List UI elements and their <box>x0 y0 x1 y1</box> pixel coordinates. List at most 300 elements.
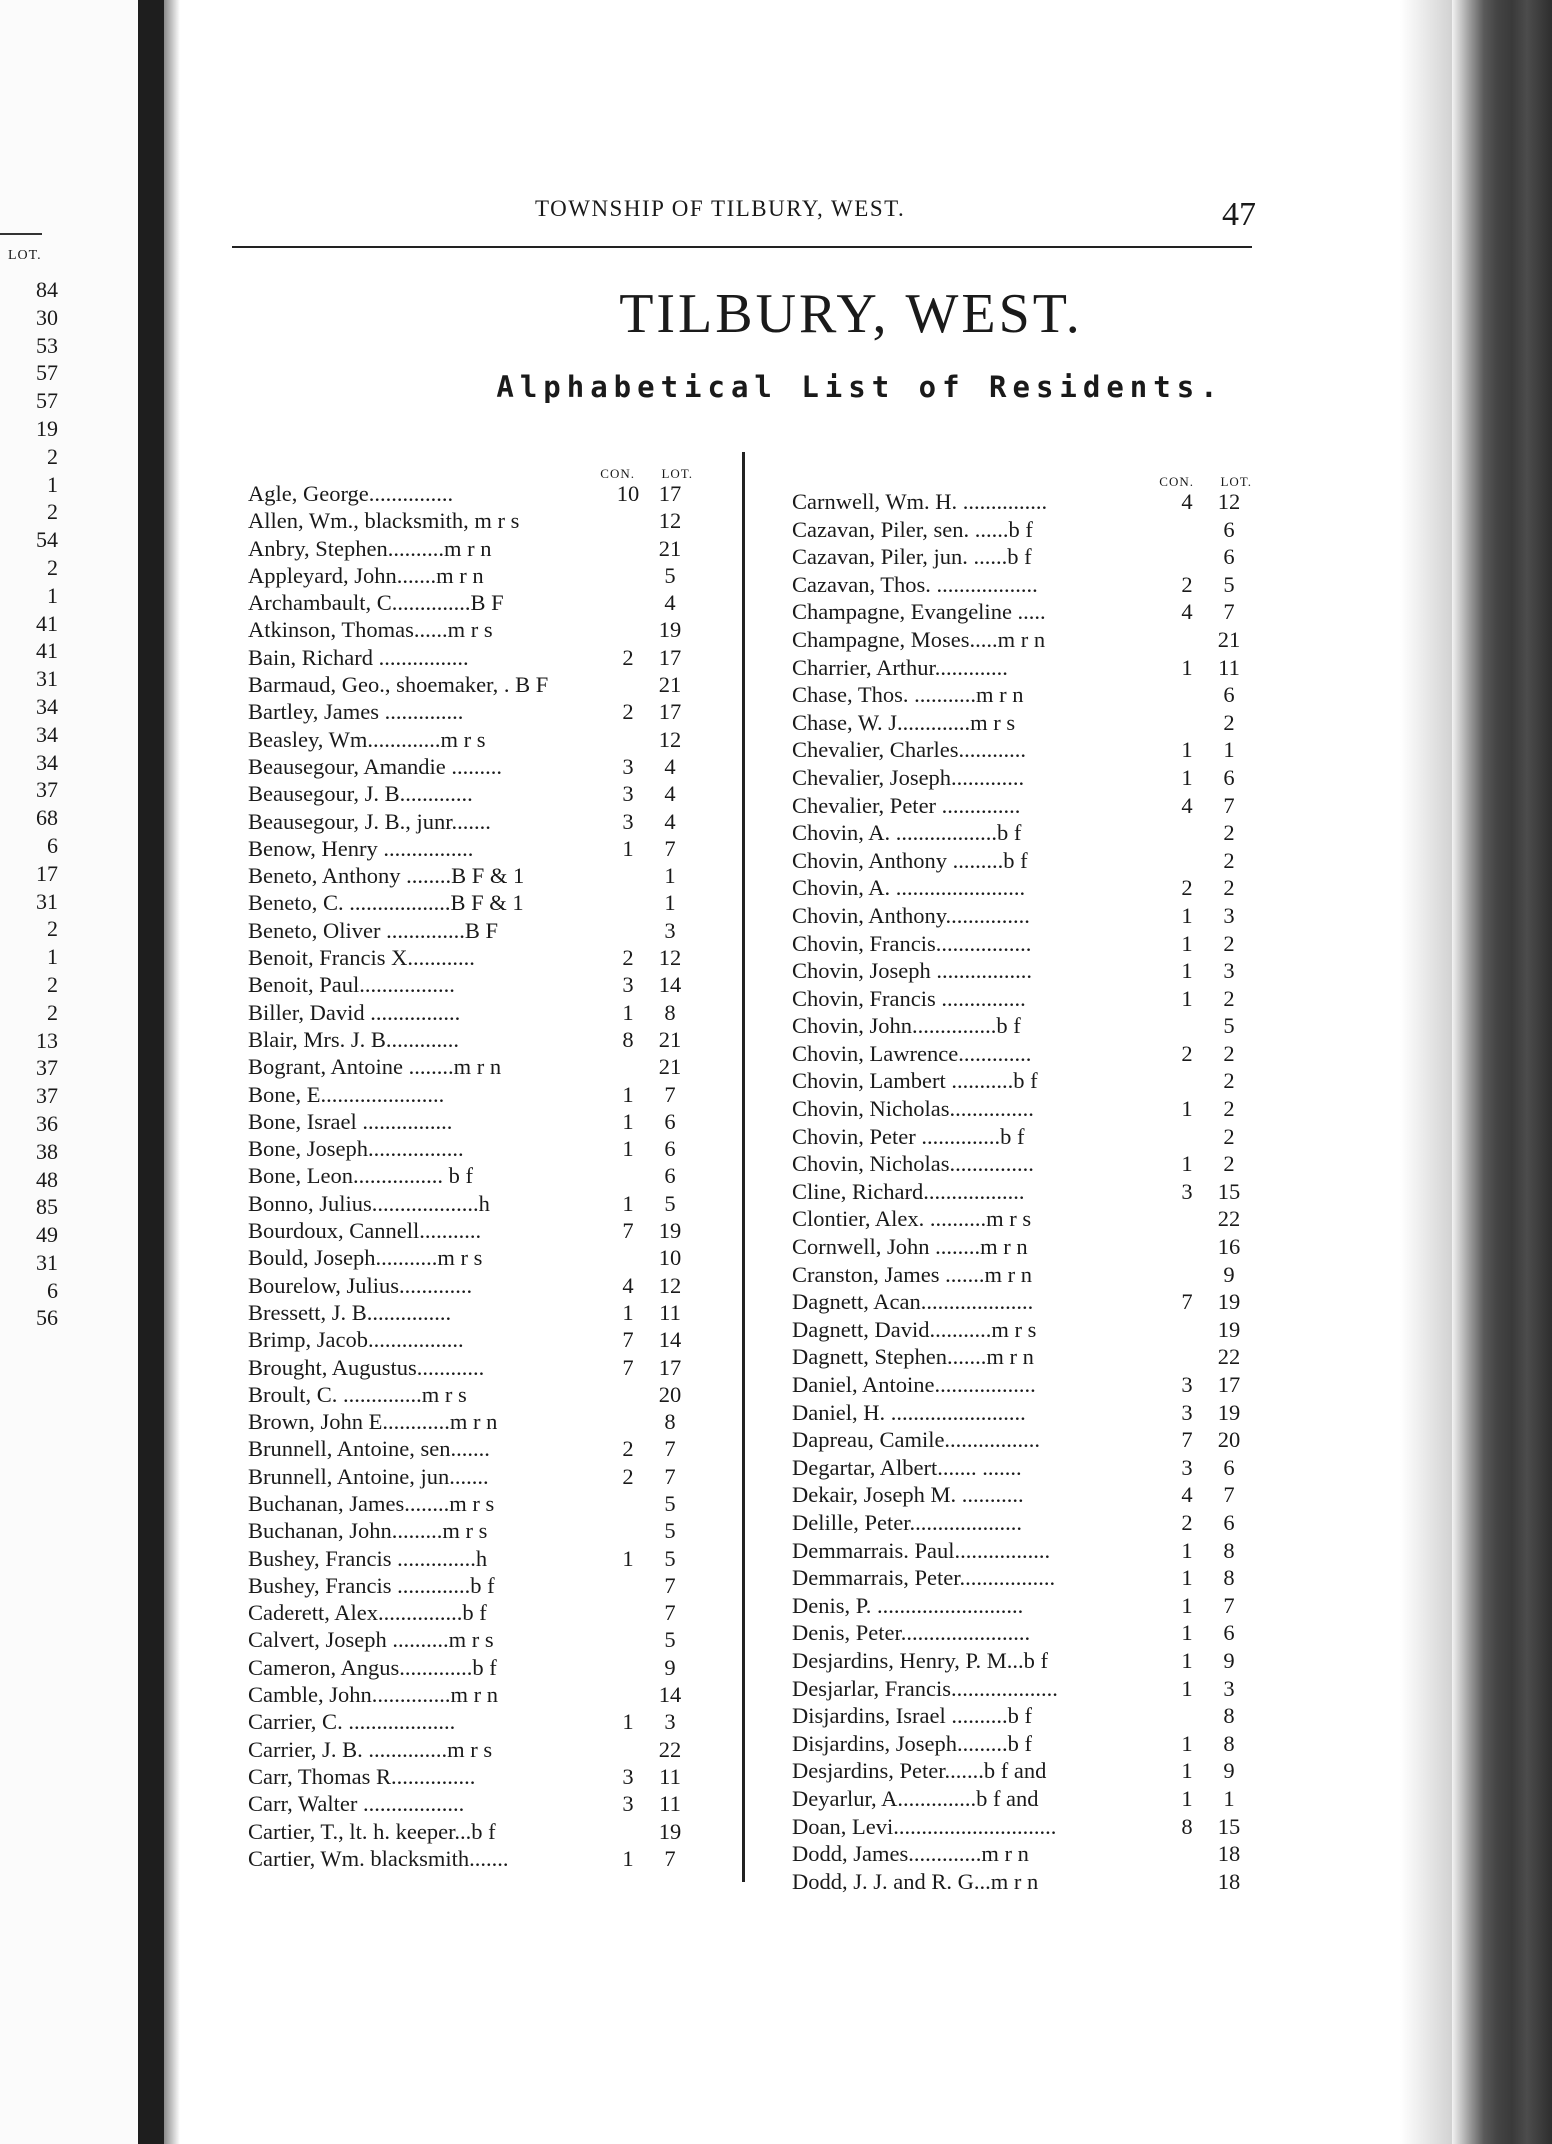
lot-number: 12 <box>658 945 682 971</box>
resident-entry <box>792 1399 1252 1427</box>
resident-entry <box>792 1509 1252 1537</box>
lot-number: 5 <box>664 562 676 588</box>
lot-number: 5 <box>1223 1013 1235 1039</box>
resident-entry <box>792 1205 1252 1233</box>
resident-name: Appleyard, John.......m r n <box>248 562 484 588</box>
resident-entry <box>792 1702 1252 1730</box>
resident-name: Cornwell, John ........m r n <box>792 1234 1028 1260</box>
resident-entry <box>248 1190 693 1217</box>
lot-number: 7 <box>664 835 676 861</box>
resident-entry <box>248 1626 693 1653</box>
concession-number: 2 <box>1181 571 1193 597</box>
lot-number: 4 <box>664 753 676 779</box>
resident-entry <box>792 598 1252 626</box>
concession-number: 2 <box>1181 1040 1193 1066</box>
previous-page-lot: 41 <box>36 610 58 636</box>
column-header <box>248 466 693 480</box>
lot-number: 3 <box>664 1709 676 1735</box>
lot-number: 22 <box>1217 1206 1241 1232</box>
previous-page-lot: 19 <box>36 415 58 441</box>
lot-number: 7 <box>664 1600 676 1626</box>
lot-number: 8 <box>1223 1565 1235 1591</box>
con-header: CON. <box>600 466 635 481</box>
concession-number: 7 <box>1181 1427 1193 1453</box>
lot-number: 6 <box>664 1136 676 1162</box>
lot-number: 2 <box>1223 1068 1235 1094</box>
previous-page-rule <box>0 233 42 235</box>
lot-number: 5 <box>664 1518 676 1544</box>
lot-number: 10 <box>658 1245 682 1271</box>
resident-name: Dodd, James.............m r n <box>792 1841 1029 1867</box>
resident-entry <box>792 902 1252 930</box>
resident-entry <box>792 1757 1252 1785</box>
resident-name: Cazavan, Piler, sen. ......b f <box>792 516 1033 542</box>
resident-name: Cranston, James .......m r n <box>792 1261 1032 1287</box>
resident-name: Denis, Peter....................... <box>792 1620 1031 1646</box>
resident-name: Disjardins, Joseph.........b f <box>792 1730 1032 1756</box>
resident-entry <box>792 792 1252 820</box>
concession-number: 3 <box>622 781 634 807</box>
lot-number: 9 <box>1223 1261 1235 1287</box>
lot-number: 17 <box>658 644 682 670</box>
concession-number: 1 <box>1181 737 1193 763</box>
resident-entry <box>792 1067 1252 1095</box>
concession-number: 2 <box>622 699 634 725</box>
resident-entry <box>248 917 693 944</box>
resident-name: Chovin, Joseph ................. <box>792 958 1033 984</box>
resident-entry <box>248 780 693 807</box>
lot-number: 5 <box>664 1190 676 1216</box>
resident-entry <box>248 480 693 507</box>
resident-name: Buchanan, John.........m r s <box>248 1518 488 1544</box>
resident-name: Carnwell, Wm. H. ............... <box>792 489 1048 514</box>
lot-number: 7 <box>1223 792 1235 818</box>
resident-name: Delille, Peter.................... <box>792 1509 1022 1535</box>
resident-entry <box>792 1040 1252 1068</box>
resident-name: Chovin, Lambert ...........b f <box>792 1068 1038 1094</box>
lot-number: 17 <box>658 699 682 725</box>
resident-name: Clontier, Alex. ..........m r s <box>792 1206 1032 1232</box>
resident-entry <box>792 1730 1252 1758</box>
resident-name: Charrier, Arthur............. <box>792 654 1008 680</box>
resident-name: Daniel, H. ........................ <box>792 1399 1026 1425</box>
resident-entry <box>792 1619 1252 1647</box>
lot-number: 2 <box>1223 847 1235 873</box>
resident-entry <box>248 1108 693 1135</box>
concession-number: 1 <box>622 1081 634 1107</box>
lot-number: 12 <box>658 726 682 752</box>
resident-entry <box>248 808 693 835</box>
concession-number: 1 <box>622 1845 634 1871</box>
resident-entry <box>248 1517 693 1544</box>
concession-number: 3 <box>622 1791 634 1817</box>
page-subtitle: Alphabetical List of Residents. <box>496 370 1224 404</box>
concession-number: 3 <box>1181 1372 1193 1397</box>
concession-number: 2 <box>622 1463 634 1489</box>
resident-name: Barmaud, Geo., shoemaker, . B F <box>248 672 549 698</box>
resident-entry <box>248 1545 693 1572</box>
lot-number: 7 <box>664 1463 676 1489</box>
concession-number: 1 <box>1181 1537 1193 1563</box>
concession-number: 1 <box>1181 985 1193 1011</box>
resident-entry <box>248 1681 693 1708</box>
concession-number: 1 <box>1181 958 1193 984</box>
previous-page-lot: 1 <box>47 471 58 497</box>
page-title: TILBURY, WEST. <box>619 283 1083 345</box>
resident-entry <box>792 543 1252 571</box>
resident-name: Bould, Joseph...........m r s <box>248 1245 483 1271</box>
lot-number: 7 <box>664 1845 676 1871</box>
resident-name: Chase, W. J.............m r s <box>792 709 1016 735</box>
lot-number: 5 <box>664 1490 676 1516</box>
concession-number: 1 <box>1181 1565 1193 1591</box>
resident-entry <box>248 644 693 671</box>
resident-name: Chevalier, Charles............ <box>792 737 1027 763</box>
lot-number: 6 <box>1223 682 1235 708</box>
resident-entry <box>792 1564 1252 1592</box>
lot-number: 21 <box>658 1054 682 1080</box>
lot-number: 18 <box>1217 1841 1241 1867</box>
resident-name: Carrier, J. B. ..............m r s <box>248 1736 493 1762</box>
lot-number: 21 <box>658 535 682 561</box>
lot-number: 8 <box>1223 1730 1235 1756</box>
con-header: CON. <box>1159 474 1194 489</box>
lot-number: 16 <box>1217 1234 1241 1260</box>
resident-name: Dekair, Joseph M. ........... <box>792 1482 1024 1508</box>
concession-number: 1 <box>1181 902 1193 928</box>
resident-entry <box>792 681 1252 709</box>
resident-name: Atkinson, Thomas......m r s <box>248 617 493 643</box>
resident-entry <box>248 1354 693 1381</box>
previous-page-lot: 13 <box>36 1027 58 1053</box>
concession-number: 1 <box>1181 1592 1193 1618</box>
resident-name: Brunnell, Antoine, jun....... <box>248 1463 489 1489</box>
resident-entry <box>248 1081 693 1108</box>
lot-number: 19 <box>658 617 682 643</box>
lot-number: 1 <box>664 863 676 889</box>
lot-number: 2 <box>1223 1040 1235 1066</box>
concession-number: 1 <box>622 835 634 861</box>
concession-number: 2 <box>622 945 634 971</box>
lot-number: 12 <box>1217 489 1241 514</box>
concession-number: 1 <box>622 1136 634 1162</box>
resident-name: Chovin, Lawrence............. <box>792 1040 1032 1066</box>
lot-number: 11 <box>659 1791 681 1817</box>
lot-number: 8 <box>664 1409 676 1435</box>
previous-page-lot: 54 <box>36 527 58 553</box>
resident-name: Desjardins, Peter.......b f and <box>792 1758 1047 1784</box>
lot-number: 2 <box>1223 709 1235 735</box>
resident-entry <box>792 736 1252 764</box>
resident-entry <box>248 1736 693 1763</box>
concession-number: 2 <box>1181 1509 1193 1535</box>
previous-page-lot: 57 <box>36 360 58 386</box>
lot-number: 19 <box>1217 1316 1241 1342</box>
resident-name: Bartley, James .............. <box>248 699 464 725</box>
resident-entry <box>792 654 1252 682</box>
resident-name: Brown, John E............m r n <box>248 1409 498 1435</box>
resident-name: Bourelow, Julius............. <box>248 1272 473 1298</box>
resident-name: Bone, E...................... <box>248 1081 445 1107</box>
resident-name: Degartar, Albert....... ....... <box>792 1454 1022 1480</box>
resident-entry <box>248 999 693 1026</box>
lot-number: 20 <box>658 1381 682 1407</box>
previous-page-lot: 34 <box>36 749 58 775</box>
resident-entry <box>248 1654 693 1681</box>
lot-number: 21 <box>1217 626 1241 652</box>
previous-page-lot: 6 <box>47 1277 58 1303</box>
resident-name: Biller, David ................ <box>248 999 461 1025</box>
resident-entry <box>248 589 693 616</box>
resident-name: Champagne, Moses.....m r n <box>792 626 1046 652</box>
resident-entry <box>792 1371 1252 1399</box>
previous-page-lot: 36 <box>36 1110 58 1136</box>
lot-number: 9 <box>1223 1647 1235 1673</box>
resident-entry <box>248 1326 693 1353</box>
resident-entry <box>248 1790 693 1817</box>
lot-number: 21 <box>658 672 682 698</box>
resident-list <box>792 488 1252 1895</box>
previous-page-lot: 2 <box>47 554 58 580</box>
lot-number: 8 <box>1223 1537 1235 1563</box>
lot-number: 2 <box>1223 930 1235 956</box>
lot-number: 6 <box>1223 516 1235 542</box>
lot-number: 17 <box>658 1354 682 1380</box>
resident-entry <box>248 671 693 698</box>
resident-name: Desjarlar, Francis................... <box>792 1675 1058 1701</box>
concession-number: 1 <box>1181 1675 1193 1701</box>
resident-entry <box>792 1095 1252 1123</box>
concession-number: 1 <box>1181 1730 1193 1756</box>
resident-name: Beausegour, J. B............. <box>248 781 473 807</box>
previous-page-lot-list <box>6 276 58 1332</box>
concession-number: 7 <box>1181 1289 1193 1315</box>
resident-entry <box>792 764 1252 792</box>
previous-page-lot: 41 <box>36 638 58 664</box>
concession-number: 3 <box>1181 1178 1193 1204</box>
resident-name: Cartier, T., lt. h. keeper...b f <box>248 1818 496 1844</box>
lot-number: 12 <box>658 508 682 534</box>
concession-number: 1 <box>1181 1620 1193 1646</box>
lot-number: 1 <box>1223 1785 1235 1811</box>
resident-name: Bone, Leon................ b f <box>248 1163 473 1189</box>
resident-entry <box>248 1135 693 1162</box>
resident-entry <box>248 862 693 889</box>
resident-entry <box>792 1178 1252 1206</box>
concession-number: 1 <box>622 999 634 1025</box>
concession-number: 4 <box>622 1272 634 1298</box>
previous-page-lot: 85 <box>36 1194 58 1220</box>
concession-number: 1 <box>622 1299 634 1325</box>
resident-name: Camble, John..............m r n <box>248 1682 498 1708</box>
resident-entry <box>792 957 1252 985</box>
resident-entry <box>248 835 693 862</box>
concession-number: 1 <box>1181 764 1193 790</box>
concession-number: 3 <box>622 972 634 998</box>
resident-entry <box>792 1233 1252 1261</box>
resident-name: Cazavan, Piler, jun. ......b f <box>792 544 1032 570</box>
resident-entry <box>792 874 1252 902</box>
resident-name: Denis, P. .......................... <box>792 1592 1024 1618</box>
resident-name: Chase, Thos. ...........m r n <box>792 682 1024 708</box>
resident-name: Dagnett, Stephen.......m r n <box>792 1344 1034 1370</box>
resident-name: Deyarlur, A..............b f and <box>792 1785 1039 1811</box>
residents-column-right <box>792 474 1252 1895</box>
lot-number: 17 <box>1217 1372 1241 1397</box>
previous-page-lot: 68 <box>36 805 58 831</box>
concession-number: 1 <box>1181 1151 1193 1177</box>
lot-number: 2 <box>1223 1123 1235 1149</box>
lot-header: LOT. <box>1220 474 1252 489</box>
lot-number: 17 <box>658 481 682 506</box>
lot-number: 15 <box>1217 1813 1241 1839</box>
resident-entry <box>248 1162 693 1189</box>
resident-list <box>248 480 693 1872</box>
concession-number: 1 <box>1181 1647 1193 1673</box>
lot-header: LOT. <box>661 466 693 481</box>
concession-number: 4 <box>1181 599 1193 625</box>
resident-name: Chovin, John...............b f <box>792 1013 1021 1039</box>
resident-name: Doan, Levi............................. <box>792 1813 1057 1839</box>
resident-name: Brimp, Jacob................. <box>248 1327 464 1353</box>
concession-number: 1 <box>1181 930 1193 956</box>
lot-number: 19 <box>1217 1399 1241 1425</box>
resident-entry <box>248 507 693 534</box>
resident-name: Beneto, Oliver ..............B F <box>248 917 498 943</box>
resident-entry <box>248 698 693 725</box>
concession-number: 1 <box>622 1108 634 1134</box>
resident-entry <box>792 1647 1252 1675</box>
lot-number: 22 <box>1217 1344 1241 1370</box>
resident-name: Chovin, Anthony .........b f <box>792 847 1028 873</box>
resident-name: Bourdoux, Cannell........... <box>248 1218 482 1244</box>
concession-number: 4 <box>1181 489 1193 514</box>
resident-name: Bushey, Francis .............b f <box>248 1572 495 1598</box>
resident-entry <box>248 889 693 916</box>
resident-name: Bogrant, Antoine ........m r n <box>248 1054 502 1080</box>
lot-number: 5 <box>664 1627 676 1653</box>
previous-page-lot: 84 <box>36 277 58 302</box>
resident-entry <box>792 626 1252 654</box>
previous-page-lot: 1 <box>47 944 58 970</box>
previous-page-lot: 2 <box>47 443 58 469</box>
resident-name: Benoit, Francis X............ <box>248 945 475 971</box>
resident-name: Allen, Wm., blacksmith, m r s <box>248 508 520 534</box>
resident-name: Demmarrais. Paul................. <box>792 1537 1051 1563</box>
resident-name: Chevalier, Joseph............. <box>792 764 1025 790</box>
lot-number: 2 <box>1223 1096 1235 1122</box>
resident-name: Brunnell, Antoine, sen....... <box>248 1436 490 1462</box>
lot-number: 3 <box>1223 958 1235 984</box>
lot-number: 22 <box>658 1736 682 1762</box>
resident-name: Anbry, Stephen..........m r n <box>248 535 492 561</box>
resident-name: Dapreau, Camile................. <box>792 1427 1041 1453</box>
previous-page-lot: 31 <box>36 1249 58 1275</box>
resident-entry <box>792 1840 1252 1868</box>
lot-number: 6 <box>1223 544 1235 570</box>
concession-number: 1 <box>1181 1785 1193 1811</box>
resident-entry <box>792 1123 1252 1151</box>
resident-entry <box>792 516 1252 544</box>
resident-name: Chovin, Peter ..............b f <box>792 1123 1025 1149</box>
previous-page-lot: 6 <box>47 832 58 858</box>
resident-entry <box>248 616 693 643</box>
concession-number: 1 <box>622 1709 634 1735</box>
lot-number: 2 <box>1223 1151 1235 1177</box>
concession-number: 3 <box>1181 1454 1193 1480</box>
lot-number: 7 <box>1223 1592 1235 1618</box>
resident-entry <box>248 944 693 971</box>
concession-number: 7 <box>622 1354 634 1380</box>
resident-entry <box>792 1012 1252 1040</box>
lot-number: 12 <box>658 1272 682 1298</box>
resident-name: Bone, Israel ................ <box>248 1108 453 1134</box>
previous-page-lot: 34 <box>36 721 58 747</box>
lot-number: 11 <box>659 1299 681 1325</box>
lot-number: 14 <box>658 972 682 998</box>
residents-column-left <box>248 466 693 1872</box>
resident-name: Cartier, Wm. blacksmith....... <box>248 1845 509 1871</box>
previous-page-lot: 30 <box>36 304 58 330</box>
concession-number: 1 <box>1181 654 1193 680</box>
resident-name: Bushey, Francis ..............h <box>248 1545 488 1571</box>
concession-number: 8 <box>1181 1813 1193 1839</box>
lot-number: 9 <box>664 1654 676 1680</box>
resident-name: Cazavan, Thos. .................. <box>792 571 1038 597</box>
resident-entry <box>792 1868 1252 1896</box>
resident-name: Chevalier, Peter .............. <box>792 792 1021 818</box>
resident-name: Archambault, C..............B F <box>248 590 504 616</box>
resident-entry <box>792 1675 1252 1703</box>
resident-name: Chovin, A. ....................... <box>792 875 1026 901</box>
resident-name: Demmarrais, Peter................. <box>792 1565 1056 1591</box>
lot-number: 3 <box>664 917 676 943</box>
resident-entry <box>248 562 693 589</box>
lot-number: 9 <box>1223 1758 1235 1784</box>
lot-number: 19 <box>658 1218 682 1244</box>
lot-number: 14 <box>658 1327 682 1353</box>
resident-entry <box>248 1763 693 1790</box>
lot-number: 2 <box>1223 985 1235 1011</box>
resident-entry <box>792 1592 1252 1620</box>
previous-page-lot: 1 <box>47 582 58 608</box>
resident-name: Beausegour, J. B., junr....... <box>248 808 491 834</box>
lot-number: 2 <box>1223 875 1235 901</box>
previous-page-lot: 2 <box>47 971 58 997</box>
resident-entry <box>248 753 693 780</box>
resident-entry <box>792 1813 1252 1841</box>
resident-entry <box>792 1454 1252 1482</box>
lot-number: 3 <box>1223 902 1235 928</box>
resident-entry <box>248 535 693 562</box>
concession-number: 3 <box>622 753 634 779</box>
previous-page-lot: 37 <box>36 1055 58 1081</box>
resident-name: Dagnett, Acan.................... <box>792 1289 1034 1315</box>
resident-name: Daniel, Antoine.................. <box>792 1372 1036 1397</box>
resident-entry <box>792 571 1252 599</box>
resident-entry <box>248 1572 693 1599</box>
lot-number: 6 <box>1223 1620 1235 1646</box>
concession-number: 1 <box>1181 1758 1193 1784</box>
resident-entry <box>248 726 693 753</box>
resident-name: Carr, Walter .................. <box>248 1791 465 1817</box>
resident-entry <box>792 488 1252 516</box>
lot-number: 6 <box>1223 1454 1235 1480</box>
concession-number: 4 <box>1181 792 1193 818</box>
concession-number: 7 <box>622 1327 634 1353</box>
resident-name: Desjardins, Henry, P. M...b f <box>792 1647 1049 1673</box>
concession-number: 1 <box>622 1190 634 1216</box>
